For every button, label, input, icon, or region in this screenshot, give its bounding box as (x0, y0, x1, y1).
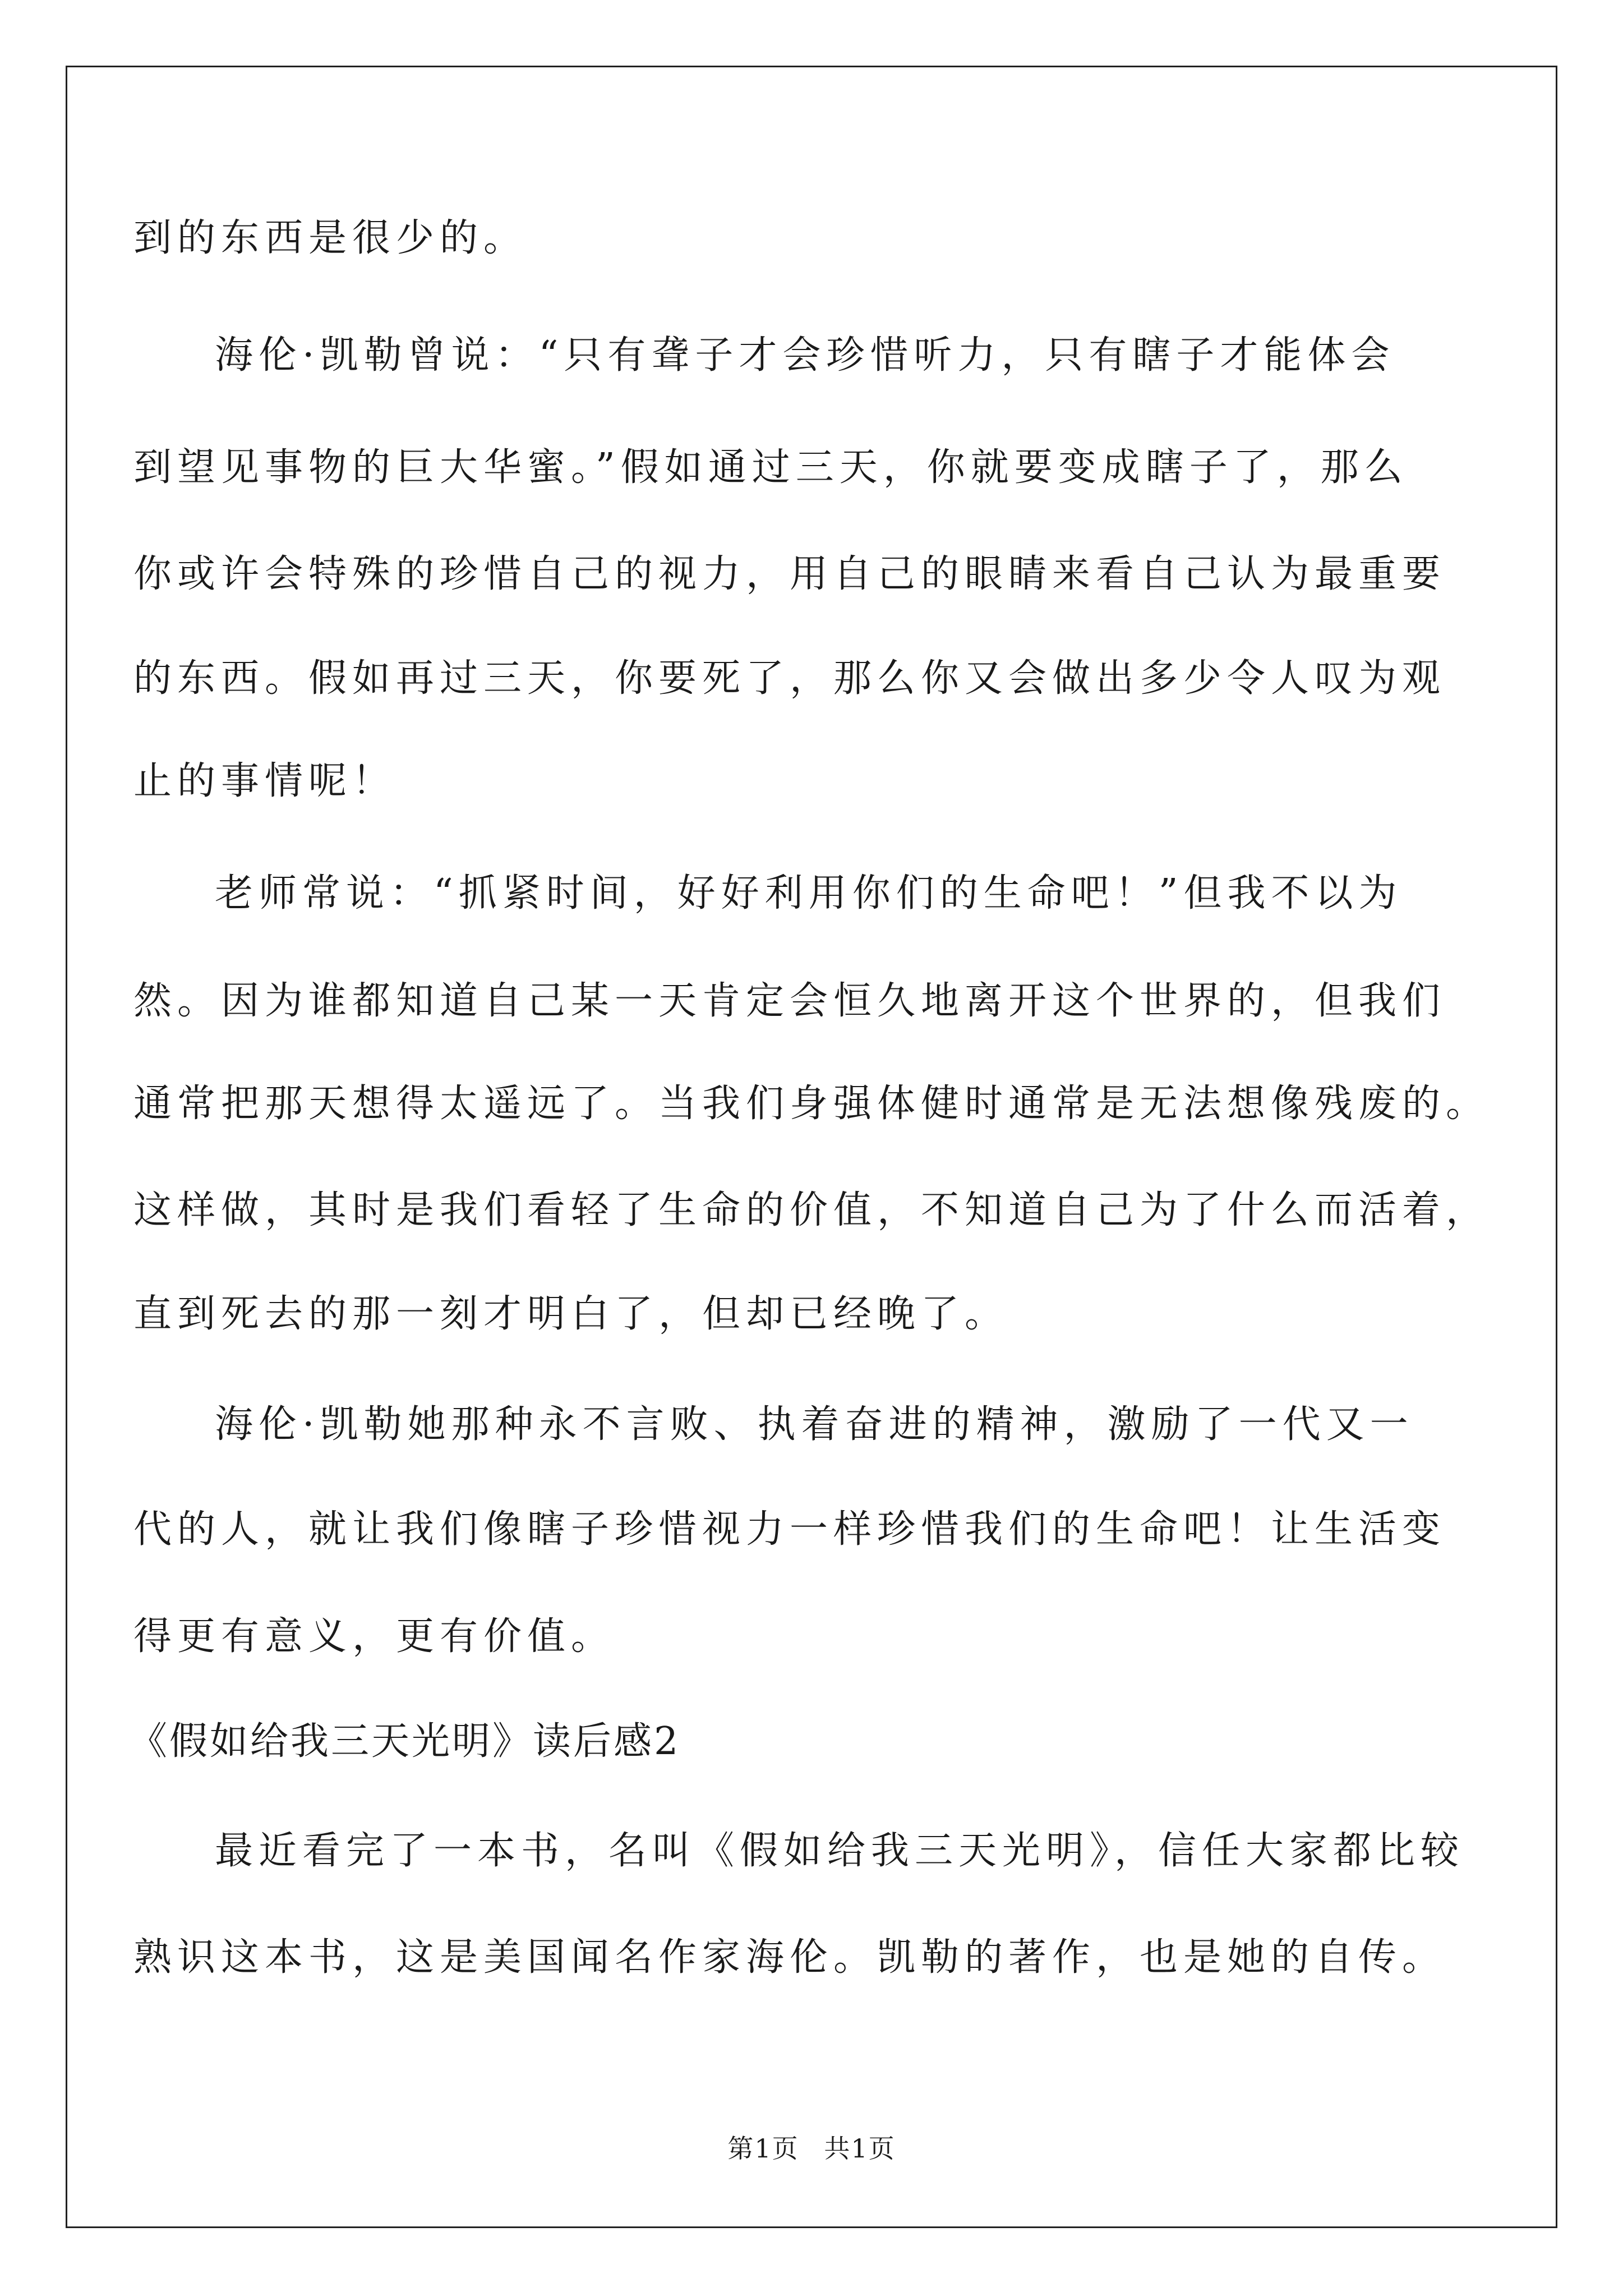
text-line: 的东西。假如再过三天，你要死了，那么你又会做出多少令人叹为观 (133, 656, 1446, 701)
text-line: 得更有意义，更有价值。 (133, 1614, 615, 1659)
text-line: 海伦·凯勒曾说：“只有聋子才会珍惜听力，只有瞎子才能体会 (215, 333, 1395, 378)
text-line: 海伦·凯勒她那种永不言败、执着奋进的精神，激励了一代又一 (215, 1402, 1414, 1447)
text-line: 到望见事物的巨大华蜜。”假如通过三天，你就要变成瞎子了，那么 (133, 445, 1408, 490)
text-line: 通常把那天想得太遥远了。当我们身强体健时通常是无法想像残废的。 (133, 1082, 1490, 1126)
text-line: 然。因为谁都知道自己某一天肯定会恒久地离开这个世界的，但我们 (133, 979, 1446, 1023)
text-line: 直到死去的那一刻才明白了，但却已经晚了。 (133, 1292, 1009, 1336)
text-line: 止的事情呢！ (133, 759, 396, 803)
page-footer (0, 2132, 1623, 2165)
text-line: 到的东西是很少的。 (133, 216, 528, 260)
page-border (66, 66, 1557, 2228)
section-heading: 《假如给我三天光明》读后感2 (129, 1719, 681, 1764)
text-line: 你或许会特殊的珍惜自己的视力，用自己的眼睛来看自己认为最重要 (133, 552, 1446, 596)
page-number-current: 第1页 (727, 2133, 799, 2164)
text-line: 代的人，就让我们像瞎子珍惜视力一样珍惜我们的生命吧！让生活变 (133, 1507, 1446, 1552)
page-number-total: 共1页 (824, 2133, 896, 2164)
text-line: 最近看完了一本书，名叫《假如给我三天光明》，信任大家都比较 (215, 1829, 1465, 1873)
text-line: 老师常说：“抓紧时间，好好利用你们的生命吧！”但我不以为 (215, 871, 1403, 915)
text-line: 这样做，其时是我们看轻了生命的价值，不知道自己为了什么而活着， (133, 1188, 1490, 1232)
text-line: 熟识这本书，这是美国闻名作家海伦。凯勒的著作，也是她的自传。 (133, 1935, 1446, 1980)
